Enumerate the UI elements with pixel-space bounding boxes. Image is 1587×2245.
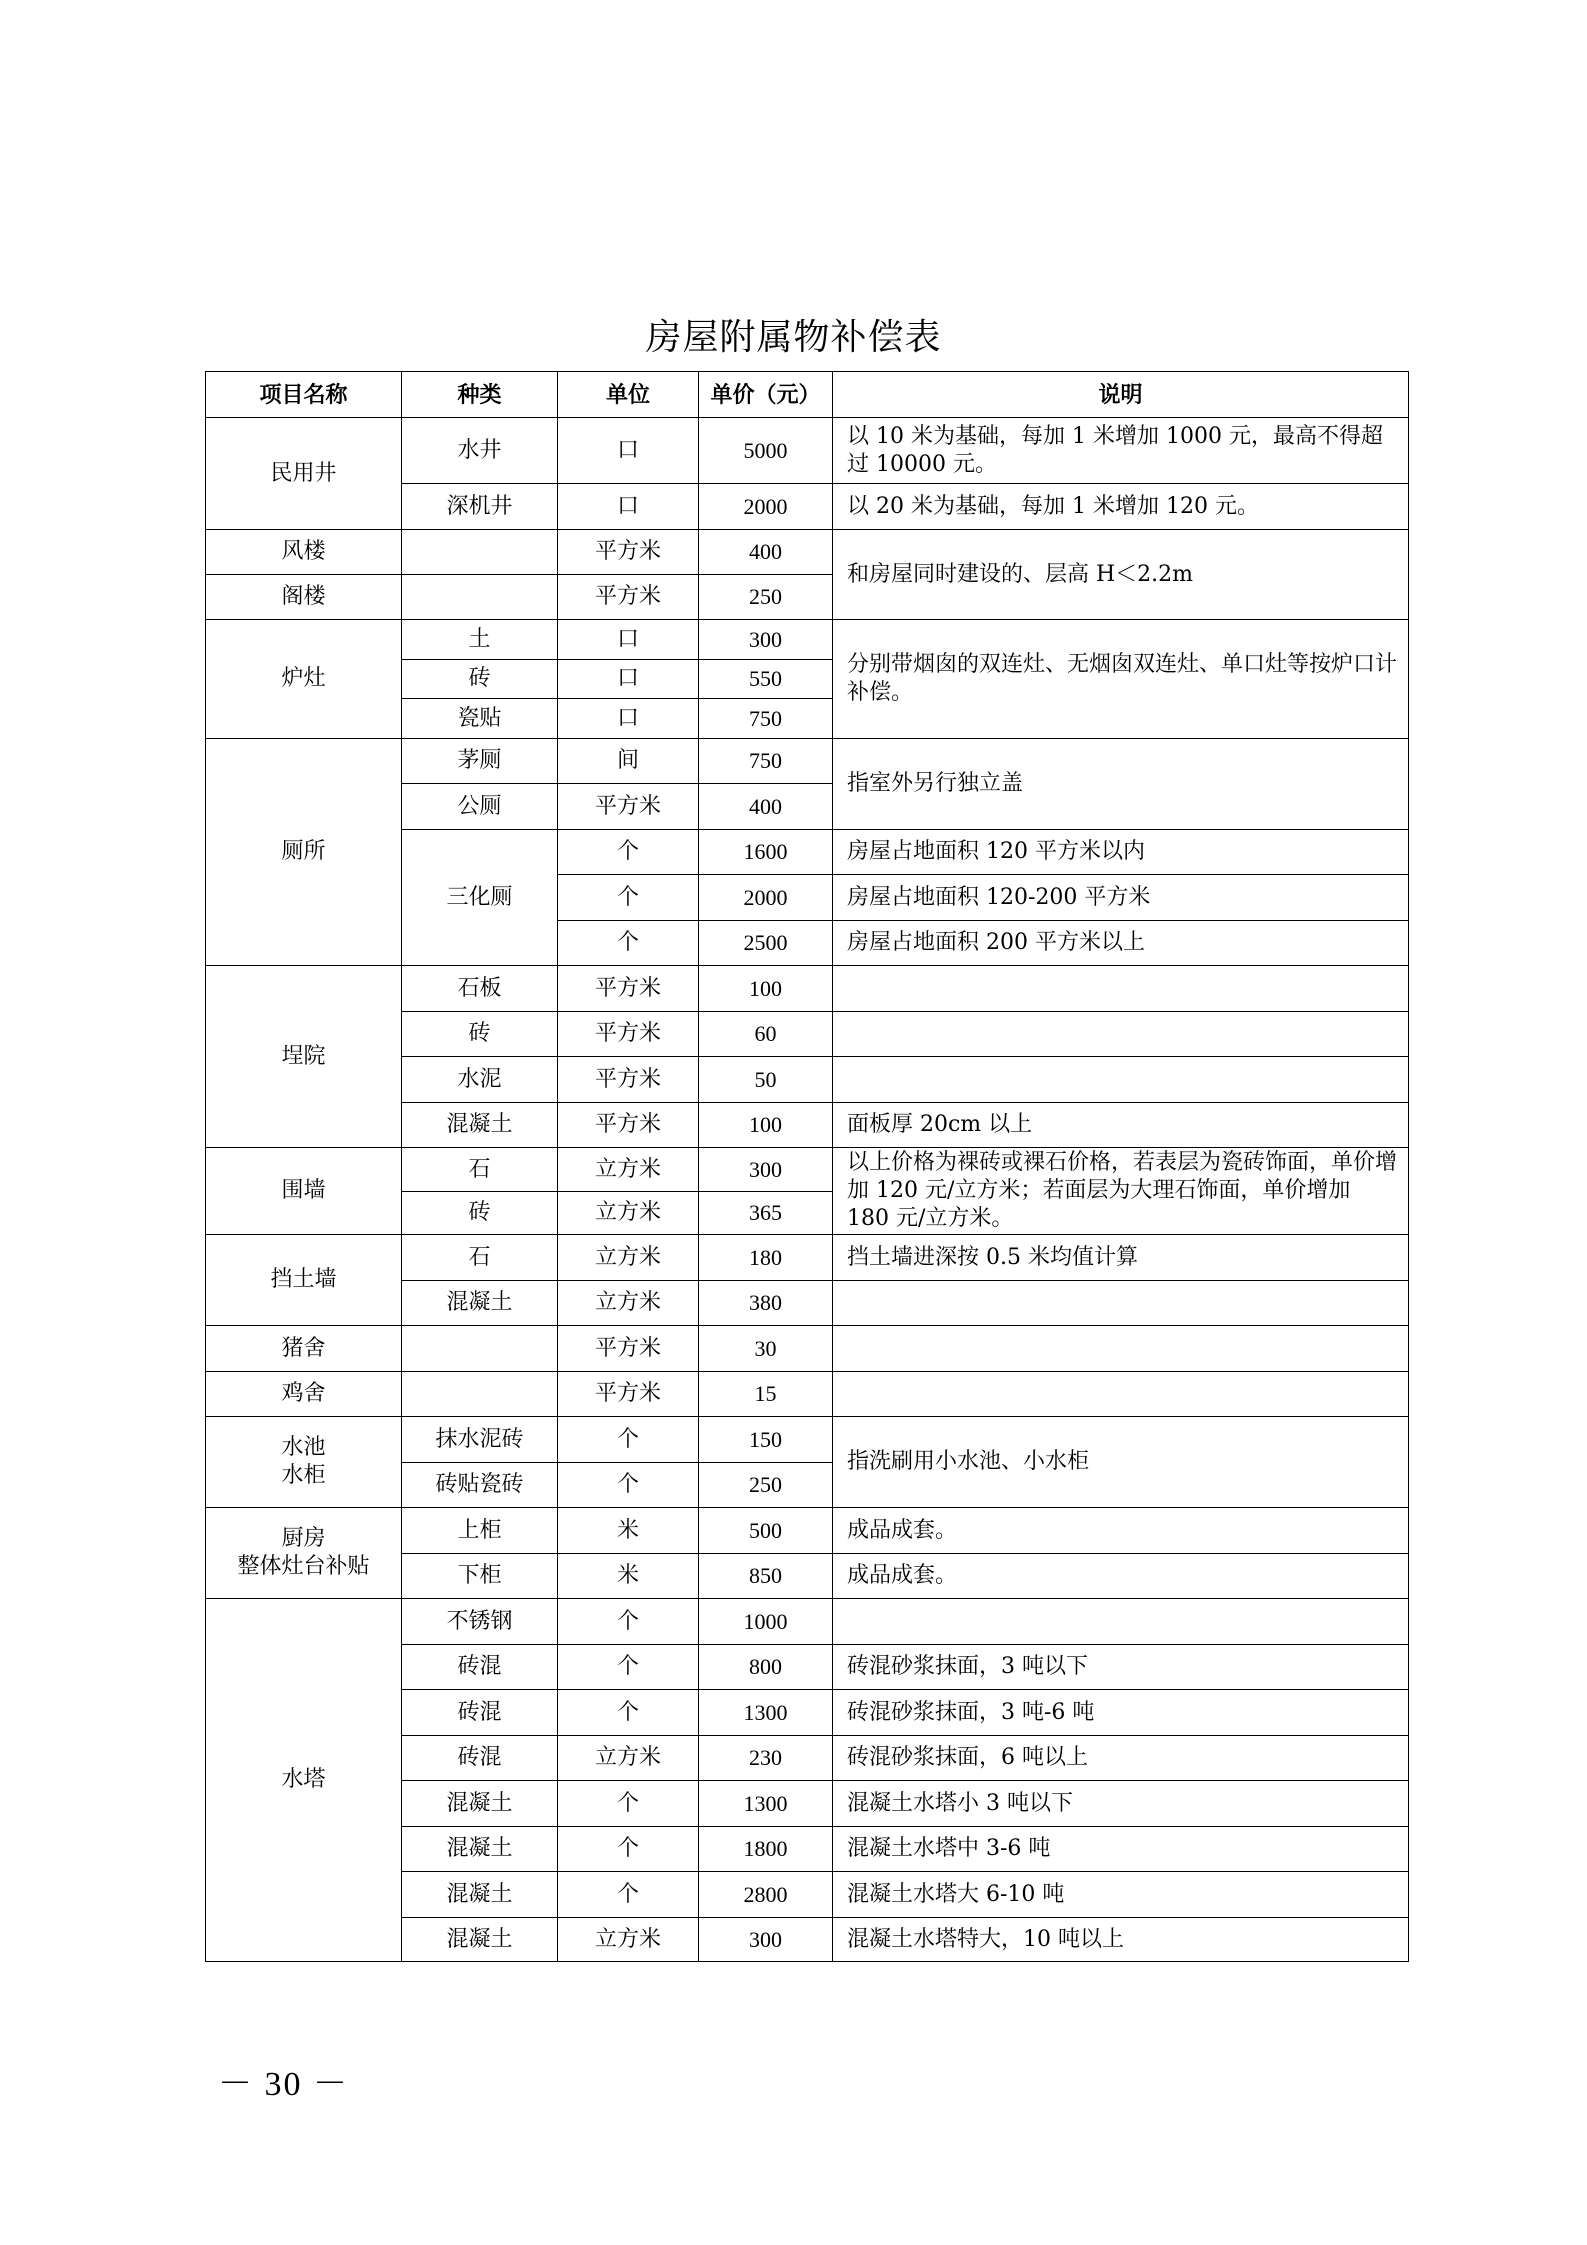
note-cell: 混凝土水塔特大，10 吨以上 [833,1918,1409,1962]
price-cell: 800 [699,1645,833,1690]
category-cell: 混凝土 [402,1103,558,1148]
table-row [206,739,1409,784]
note-cell [833,1599,1409,1645]
category-cell: 茅厕 [402,739,558,784]
note-cell: 混凝土水塔中 3-6 吨 [833,1827,1409,1872]
item-name-cell: 厨房 整体灶台补贴 [206,1508,402,1599]
price-cell: 1800 [699,1827,833,1872]
unit-cell: 平方米 [558,1326,699,1372]
note-cell: 砖混砂浆抹面，3 吨-6 吨 [833,1690,1409,1736]
category-cell: 上柜 [402,1508,558,1554]
note-cell: 指洗刷用小水池、小水柜 [833,1417,1409,1508]
item-name-cell: 民用井 [206,418,402,530]
unit-cell: 平方米 [558,1372,699,1417]
note-cell [833,1281,1409,1326]
table-row [206,1599,1409,1645]
price-cell: 180 [699,1235,833,1281]
category-cell: 石 [402,1148,558,1192]
item-name-cell: 炉灶 [206,620,402,739]
unit-cell: 口 [558,699,699,739]
price-cell: 2800 [699,1872,833,1918]
price-cell: 100 [699,966,833,1012]
item-name-cell: 风楼 [206,530,402,575]
note-cell: 成品成套。 [833,1508,1409,1554]
unit-cell: 个 [558,1463,699,1508]
category-cell: 砖 [402,660,558,699]
category-cell: 不锈钢 [402,1599,558,1645]
price-cell: 150 [699,1417,833,1463]
category-cell [402,575,558,620]
price-cell: 750 [699,739,833,784]
price-cell: 1300 [699,1690,833,1736]
unit-cell: 个 [558,830,699,875]
category-cell: 砖混 [402,1690,558,1736]
note-cell: 分别带烟囱的双连灶、无烟囱双连灶、单口灶等按炉口计补偿。 [833,620,1409,739]
category-cell: 土 [402,620,558,660]
item-name-cell: 挡土墙 [206,1235,402,1326]
note-cell: 指室外另行独立盖 [833,739,1409,830]
price-cell: 380 [699,1281,833,1326]
note-cell: 房屋占地面积 120 平方米以内 [833,830,1409,875]
header-description: 说明 [833,372,1409,418]
category-cell: 公厕 [402,784,558,830]
unit-cell: 立方米 [558,1918,699,1962]
price-cell: 1300 [699,1781,833,1827]
note-cell: 成品成套。 [833,1554,1409,1599]
unit-cell: 平方米 [558,1103,699,1148]
category-cell: 水泥 [402,1057,558,1103]
category-cell: 三化厕 [402,830,558,966]
price-cell: 2500 [699,921,833,966]
price-cell: 500 [699,1508,833,1554]
unit-cell: 立方米 [558,1281,699,1326]
compensation-table [205,371,1409,1962]
unit-cell: 口 [558,620,699,660]
unit-cell: 个 [558,921,699,966]
price-cell: 230 [699,1736,833,1781]
unit-cell: 个 [558,1645,699,1690]
price-cell: 100 [699,1103,833,1148]
unit-cell: 个 [558,875,699,921]
note-cell [833,1372,1409,1417]
category-cell: 深机井 [402,484,558,530]
header-unit-price: 单价（元） [699,372,833,418]
item-name-cell: 鸡舍 [206,1372,402,1417]
category-cell: 混凝土 [402,1281,558,1326]
table-row [206,1235,1409,1281]
price-cell: 365 [699,1192,833,1235]
note-cell [833,1326,1409,1372]
price-cell: 15 [699,1372,833,1417]
table-row [206,1372,1409,1417]
item-name-cell: 阁楼 [206,575,402,620]
price-cell: 750 [699,699,833,739]
price-cell: 300 [699,1148,833,1192]
note-cell: 挡土墙进深按 0.5 米均值计算 [833,1235,1409,1281]
table-row [206,966,1409,1012]
unit-cell: 平方米 [558,530,699,575]
note-cell: 以 20 米为基础，每加 1 米增加 120 元。 [833,484,1409,530]
category-cell: 下柜 [402,1554,558,1599]
header-item-name: 项目名称 [206,372,402,418]
category-cell: 混凝土 [402,1827,558,1872]
price-cell: 400 [699,784,833,830]
category-cell: 砖 [402,1192,558,1235]
price-cell: 400 [699,530,833,575]
note-cell: 混凝土水塔大 6-10 吨 [833,1872,1409,1918]
table-body [206,418,1409,1962]
category-cell: 瓷贴 [402,699,558,739]
unit-cell: 个 [558,1872,699,1918]
note-cell: 砖混砂浆抹面，3 吨以下 [833,1645,1409,1690]
price-cell: 50 [699,1057,833,1103]
price-cell: 2000 [699,484,833,530]
unit-cell: 平方米 [558,784,699,830]
note-cell: 混凝土水塔小 3 吨以下 [833,1781,1409,1827]
category-cell: 砖混 [402,1645,558,1690]
note-cell [833,1012,1409,1057]
unit-cell: 口 [558,418,699,484]
unit-cell: 米 [558,1554,699,1599]
item-name-cell: 猪舍 [206,1326,402,1372]
price-cell: 250 [699,1463,833,1508]
item-name-cell: 厕所 [206,739,402,966]
category-cell: 砖 [402,1012,558,1057]
unit-cell: 口 [558,484,699,530]
note-cell: 砖混砂浆抹面，6 吨以上 [833,1736,1409,1781]
unit-cell: 米 [558,1508,699,1554]
note-cell: 以 10 米为基础，每加 1 米增加 1000 元，最高不得超过 10000 元。 [833,418,1409,484]
table-row [206,1326,1409,1372]
table-row [206,620,1409,660]
category-cell [402,1372,558,1417]
price-cell: 1000 [699,1599,833,1645]
note-cell: 和房屋同时建设的、层高 H＜2.2m [833,530,1409,620]
table-row [206,1148,1409,1192]
price-cell: 550 [699,660,833,699]
price-cell: 1600 [699,830,833,875]
unit-cell: 个 [558,1827,699,1872]
table-row [206,530,1409,575]
table-row [206,418,1409,484]
unit-cell: 立方米 [558,1736,699,1781]
table-header-row [206,372,1409,418]
category-cell [402,1326,558,1372]
category-cell: 抹水泥砖 [402,1417,558,1463]
unit-cell: 立方米 [558,1235,699,1281]
note-cell [833,1057,1409,1103]
unit-cell: 口 [558,660,699,699]
price-cell: 300 [699,620,833,660]
table-row [206,1508,1409,1554]
price-cell: 2000 [699,875,833,921]
item-name-cell: 水塔 [206,1599,402,1962]
unit-cell: 立方米 [558,1192,699,1235]
item-name-cell: 埕院 [206,966,402,1148]
price-cell: 5000 [699,418,833,484]
category-cell: 混凝土 [402,1918,558,1962]
note-cell: 房屋占地面积 120-200 平方米 [833,875,1409,921]
unit-cell: 个 [558,1781,699,1827]
note-cell: 以上价格为裸砖或裸石价格，若表层为瓷砖饰面，单价增加 120 元/立方米；若面层为大理石饰面，单价增加 180 元/立方米。 [833,1148,1409,1235]
price-cell: 250 [699,575,833,620]
page-title: 房屋附属物补偿表 [645,317,942,358]
category-cell: 石板 [402,966,558,1012]
category-cell [402,530,558,575]
unit-cell: 个 [558,1599,699,1645]
item-name-cell: 围墙 [206,1148,402,1235]
item-name-cell: 水池 水柜 [206,1417,402,1508]
note-cell [833,966,1409,1012]
page-number: － 30 － [218,2066,349,2103]
price-cell: 300 [699,1918,833,1962]
unit-cell: 立方米 [558,1148,699,1192]
unit-cell: 平方米 [558,966,699,1012]
table-row [206,1417,1409,1463]
note-cell: 房屋占地面积 200 平方米以上 [833,921,1409,966]
unit-cell: 平方米 [558,1012,699,1057]
category-cell: 砖混 [402,1736,558,1781]
unit-cell: 个 [558,1417,699,1463]
header-unit: 单位 [558,372,699,418]
unit-cell: 间 [558,739,699,784]
note-cell: 面板厚 20cm 以上 [833,1103,1409,1148]
unit-cell: 个 [558,1690,699,1736]
header-category: 种类 [402,372,558,418]
price-cell: 60 [699,1012,833,1057]
price-cell: 850 [699,1554,833,1599]
price-cell: 30 [699,1326,833,1372]
category-cell: 混凝土 [402,1872,558,1918]
category-cell: 石 [402,1235,558,1281]
unit-cell: 平方米 [558,1057,699,1103]
category-cell: 砖贴瓷砖 [402,1463,558,1508]
unit-cell: 平方米 [558,575,699,620]
category-cell: 混凝土 [402,1781,558,1827]
category-cell: 水井 [402,418,558,484]
